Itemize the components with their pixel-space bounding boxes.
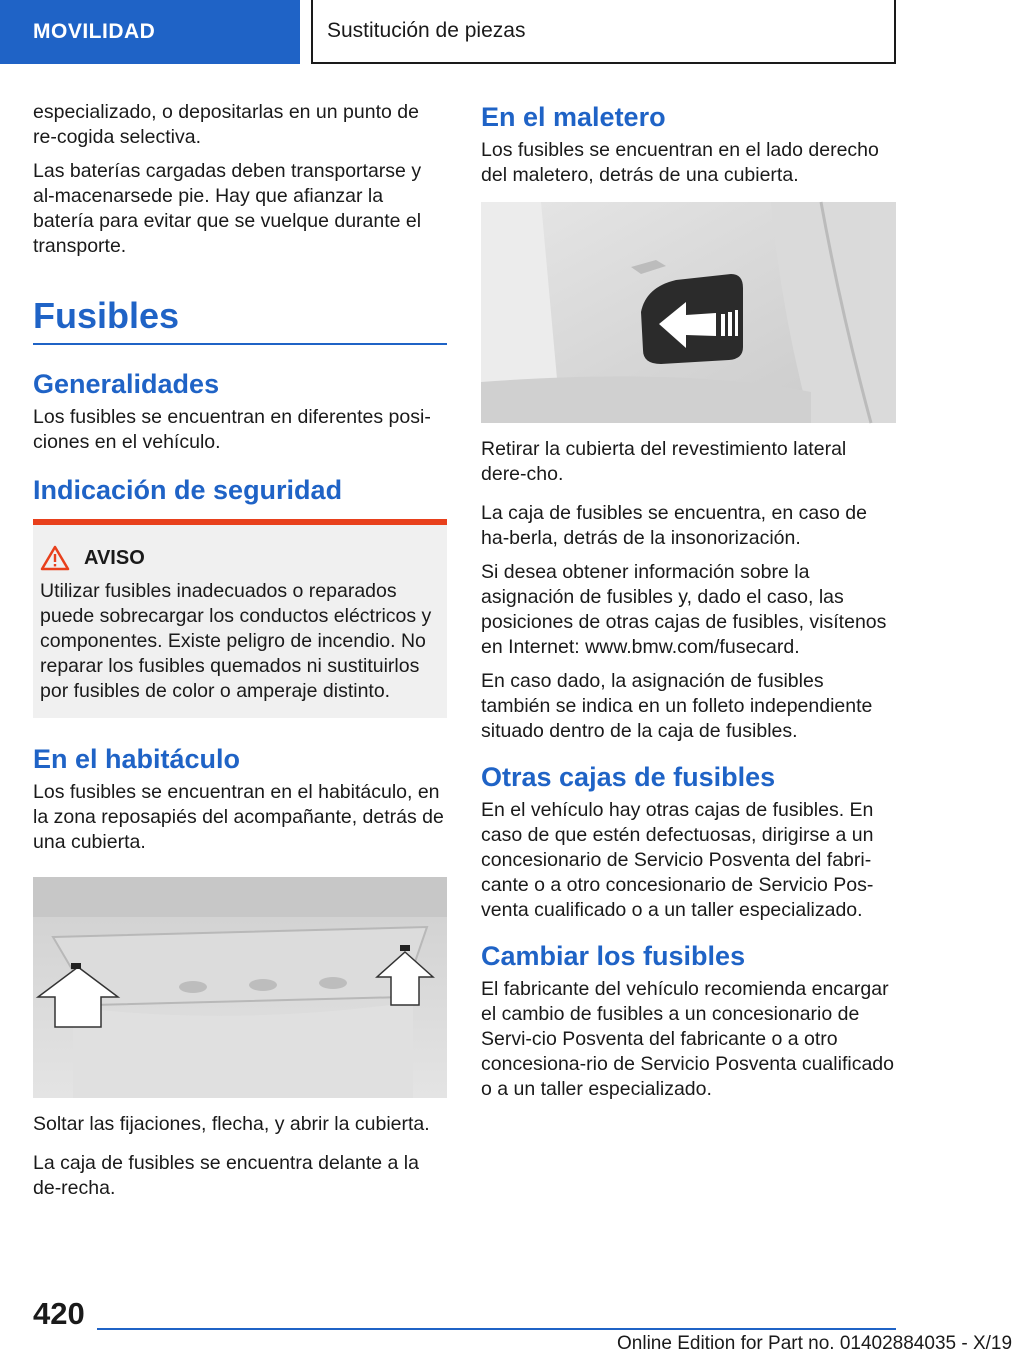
right-column [481, 100, 896, 1111]
seguridad-heading: Indicación de seguridad [33, 475, 343, 505]
fusecard-info: Si desea obtener información sobre la asignación de fusibles y, dado el caso, las posiciones de otras cajas de fusibles, visítenos en Internet: www.bmw.com/fusecard. [481, 561, 887, 658]
generalidades-text: Los fusibles se encuentran en diferentes posi-ciones en el vehículo. [33, 406, 431, 453]
habitaculo-text: Los fusibles se encuentran en el habitáculo, en la zona reposapiés del acompañante, detrás de una cubierta. [33, 781, 444, 853]
warning-box [33, 519, 447, 718]
cambiar-fusibles-text: El fabricante del vehículo recomienda encargar el cambio de fusibles a un concesionario de Servi-cio Posventa del fabricante o a otro concesiona-rio de Servicio Posventa cualificado o a un taller especializado. [481, 978, 894, 1100]
footwell-cover-image [33, 877, 447, 1098]
maletero-caption-2: La caja de fusibles se encuentra, en caso de ha-berla, detrás de la insonorización. [481, 502, 867, 549]
left-column [33, 100, 447, 1210]
maletero-text: Los fusibles se encuentran en el lado derecho del maletero, detrás de una cubierta. [481, 139, 879, 186]
chapter-tab [0, 0, 300, 64]
cambiar-fusibles-heading: Cambiar los fusibles [481, 941, 746, 971]
maletero-caption-1: Retirar la cubierta del revestimiento lateral dere-cho. [481, 438, 847, 485]
section-label: Sustitución de piezas [327, 19, 526, 42]
warning-title [40, 545, 439, 571]
chapter-label: MOVILIDAD [33, 20, 156, 43]
trunk-cover-image [481, 202, 896, 423]
section-header [311, 0, 896, 64]
intro-paragraph-2: Las baterías cargadas deben transportarse y al-macenarsede pie. Hay que afianzar la batería para evitar que se vuelque durante el transporte. [33, 160, 422, 257]
habitaculo-caption-2: La caja de fusibles se encuentra delante a la de-recha. [33, 1152, 419, 1199]
warning-text: Utilizar fusibles inadecuados o reparados puede sobrecargar los conductos eléctricos y componentes. Existe peligro de incendio. No reparar los fusibles quemados ni sustituirlos por fusibles de color o amperaje distinto. [40, 580, 432, 702]
otras-cajas-heading: Otras cajas de fusibles [481, 762, 776, 792]
warning-label: AVISO [84, 546, 145, 569]
footer-divider [97, 1328, 896, 1330]
page-number: 420 [33, 1296, 85, 1331]
otras-cajas-text: En el vehículo hay otras cajas de fusibles. En caso de que estén defectuosas, dirigirse a un concesionario de Servicio Posventa del fabri-cante o a otro concesionario de Servicio Pos-venta cualificado o a un taller especializado. [481, 799, 874, 921]
habitaculo-heading: En el habitáculo [33, 744, 241, 774]
intro-paragraph-1: especializado, o depositarlas en un punto de re-cogida selectiva. [33, 101, 419, 148]
warning-triangle-icon [40, 545, 70, 571]
generalidades-heading: Generalidades [33, 369, 220, 399]
habitaculo-caption-1: Soltar las fijaciones, flecha, y abrir la cubierta. [33, 1113, 430, 1135]
edition-note: Online Edition for Part no. 01402884035 - X/19 [617, 1333, 1012, 1354]
maletero-heading: En el maletero [481, 102, 666, 132]
folleto-info: En caso dado, la asignación de fusibles también se indica en un folleto independiente situado dentro de la caja de fusibles. [481, 670, 873, 742]
fusibles-heading: Fusibles [33, 295, 447, 345]
